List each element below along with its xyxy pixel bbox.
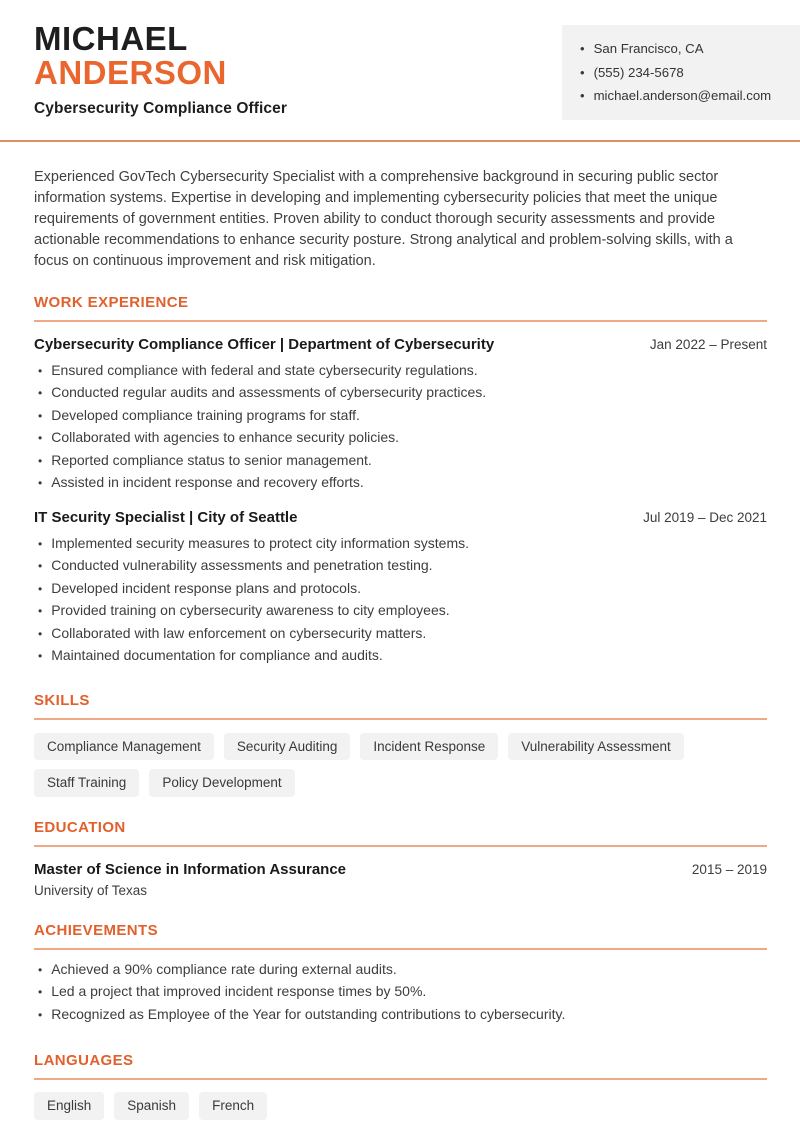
skill-tag: Vulnerability Assessment [508, 733, 684, 761]
bullet-icon: • [38, 985, 43, 999]
bullet-icon: • [38, 962, 43, 977]
bullet-text: Collaborated with law enforcement on cybersecurity matters. [51, 624, 427, 641]
skills-tag-list [34, 733, 767, 797]
bullet-icon: • [38, 476, 43, 490]
section-work-experience [34, 294, 767, 668]
first-name: MICHAEL [34, 20, 188, 57]
skill-tag: Incident Response [360, 733, 498, 761]
header-divider [0, 140, 800, 142]
job-entry-title: IT Security Specialist | City of Seattle [34, 508, 298, 526]
education-dates: 2015 – 2019 [691, 861, 767, 877]
contact-box [562, 25, 800, 120]
bullet-icon: • [38, 626, 43, 641]
bullet-text: Assisted in incident response and recovery efforts. [51, 474, 364, 490]
bullet-icon: • [580, 64, 585, 80]
job-entry-dates: Jul 2019 – Dec 2021 [643, 509, 767, 525]
bullet-text: Conducted vulnerability assessments and penetration testing. [51, 557, 433, 573]
contact-location-text: San Francisco, CA [593, 41, 704, 56]
degree-title: Master of Science in Information Assurance [34, 860, 347, 878]
section-title-education: EDUCATION [34, 819, 767, 847]
contact-email [580, 84, 786, 108]
last-name: ANDERSON [34, 54, 227, 91]
bullet-text: Collaborated with agencies to enhance security policies. [51, 429, 400, 445]
bullet-icon: • [580, 41, 585, 56]
list-item [34, 645, 767, 668]
list-item [34, 600, 767, 623]
bullet-text: Developed compliance training programs for staff. [51, 406, 360, 423]
contact-location [580, 37, 786, 61]
bullet-text: Achieved a 90% compliance rate during external audits. [51, 960, 397, 977]
job-entry [34, 509, 767, 668]
bullet-icon: • [38, 408, 43, 423]
list-item [34, 533, 767, 556]
resume-body [0, 167, 800, 1120]
section-education [34, 819, 767, 898]
job-entry-head [34, 336, 767, 353]
skill-tag: Security Auditing [224, 733, 351, 761]
bullet-icon: • [38, 431, 43, 445]
bullet-icon: • [38, 363, 43, 378]
section-title-work: WORK EXPERIENCE [34, 294, 767, 322]
languages-tag-list [34, 1092, 767, 1120]
list-item [34, 450, 767, 473]
bullet-text: Led a project that improved incident response times by 50%. [51, 983, 427, 999]
job-entry-title: Cybersecurity Compliance Officer | Department of Cybersecurity [34, 335, 495, 353]
bullet-text: Conducted regular audits and assessments of cybersecurity practices. [51, 384, 487, 400]
language-tag: French [199, 1092, 267, 1120]
bullet-icon: • [38, 581, 43, 596]
bullet-text: Developed incident response plans and protocols. [51, 579, 361, 596]
bullet-text: Maintained documentation for compliance and audits. [51, 647, 383, 663]
bullet-text: Recognized as Employee of the Year for outstanding contributions to cybersecurity. [51, 1005, 566, 1022]
bullet-icon: • [38, 559, 43, 573]
section-skills [34, 692, 767, 797]
list-item [34, 382, 767, 405]
skill-tag: Staff Training [34, 769, 139, 797]
job-bullet-list [34, 360, 767, 495]
contact-email-text: michael.anderson@email.com [593, 88, 772, 103]
summary-paragraph: Experienced GovTech Cybersecurity Specialist with a comprehensive background in securing public sector information systems. Expertise in developing and implementing cybersecurity policies that meet the unique requirements of government entities. Proven ability to conduct thorough security assessments and provide actionable recommendations to enhance security posture. Strong analytical and problem-solving skills, with a focus on continuous improvement and risk mitigation. [34, 168, 733, 269]
list-item [34, 578, 767, 601]
bullet-icon: • [38, 649, 43, 663]
bullet-icon: • [38, 453, 43, 468]
bullet-icon: • [38, 536, 43, 551]
skill-tag: Policy Development [149, 769, 294, 797]
header-identity [34, 0, 287, 118]
job-entry [34, 336, 767, 495]
list-item [34, 360, 767, 383]
list-item [34, 405, 767, 428]
list-item [34, 555, 767, 578]
bullet-text: Provided training on cybersecurity awareness to city employees. [51, 602, 450, 618]
bullet-icon: • [38, 1007, 43, 1022]
language-tag: English [34, 1092, 104, 1120]
list-item [34, 623, 767, 646]
section-languages [34, 1052, 767, 1120]
job-entry-dates: Jan 2022 – Present [649, 336, 767, 352]
list-item [34, 427, 767, 450]
section-title-languages: LANGUAGES [34, 1052, 767, 1080]
resume-header [0, 0, 800, 120]
bullet-text: Implemented security measures to protect city information systems. [51, 534, 470, 551]
job-entry-head [34, 509, 767, 526]
job-title: Cybersecurity Compliance Officer [34, 100, 288, 117]
list-item [34, 472, 767, 495]
section-achievements [34, 922, 767, 1027]
section-title-achievements: ACHIEVEMENTS [34, 922, 767, 950]
bullet-text: Reported compliance status to senior management. [51, 451, 372, 468]
bullet-icon: • [38, 386, 43, 400]
list-item [34, 959, 767, 982]
bullet-text: Ensured compliance with federal and state cybersecurity regulations. [51, 361, 478, 378]
contact-phone-text: (555) 234-5678 [593, 64, 684, 80]
school-name: University of Texas [34, 882, 148, 898]
language-tag: Spanish [114, 1092, 189, 1120]
job-bullet-list [34, 533, 767, 668]
bullet-icon: • [580, 88, 585, 103]
education-entry-head [34, 861, 767, 878]
skill-tag: Compliance Management [34, 733, 214, 761]
achievements-list [34, 959, 767, 1027]
section-title-skills: SKILLS [34, 692, 767, 720]
list-item [34, 1004, 767, 1027]
bullet-icon: • [38, 604, 43, 618]
list-item [34, 981, 767, 1004]
contact-phone [580, 61, 786, 85]
